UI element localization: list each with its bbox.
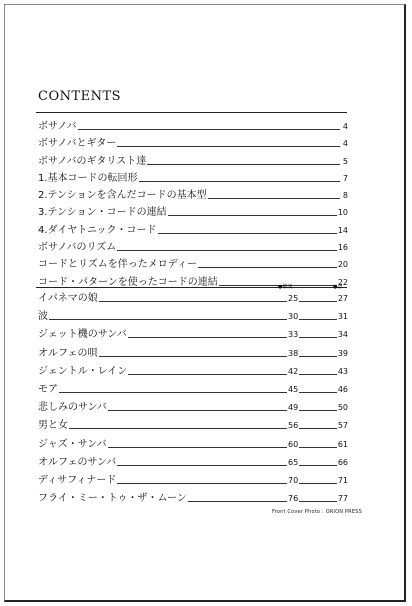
song-row[interactable] (38, 290, 348, 308)
toc-title: コードとリズムを伴ったメロディー (38, 256, 198, 273)
toc-page: 10 (337, 204, 348, 221)
leader-line (298, 356, 342, 357)
leader-line (298, 319, 342, 320)
toc-title: コード・パターンを使ったコードの連結 (38, 274, 219, 291)
score-page: 27 (337, 290, 348, 308)
commentary-column-header: ●解説 (278, 284, 293, 290)
top-rule (36, 112, 347, 113)
commentary-page: 30 (287, 308, 299, 326)
song-row[interactable] (38, 436, 348, 454)
toc-title: 1.基本コードの転回形 (38, 170, 139, 187)
toc-title: ボサノバのギタリスト達 (38, 153, 147, 170)
score-page: 46 (337, 381, 348, 399)
leader-line (298, 301, 342, 302)
toc-page: 5 (342, 153, 348, 170)
toc-row[interactable] (38, 170, 348, 187)
score-page: 57 (337, 417, 348, 435)
song-title: イパネマの娘 (38, 290, 99, 308)
toc-title: ボサノバ (38, 118, 78, 135)
song-title: モア (38, 381, 59, 399)
leader-line (298, 501, 342, 502)
toc-row[interactable] (38, 187, 348, 204)
commentary-page: 56 (287, 417, 299, 435)
toc-title: ボサノバとギター (38, 135, 117, 152)
score-page: 43 (337, 363, 348, 381)
toc-row[interactable] (38, 222, 348, 239)
commentary-page: 42 (287, 363, 299, 381)
song-row[interactable] (38, 399, 348, 417)
leader-line (298, 410, 342, 411)
song-title: オルフェの唄 (38, 345, 99, 363)
score-page: 77 (337, 490, 348, 508)
score-page: 71 (337, 472, 348, 490)
toc-page: 4 (342, 118, 348, 135)
toc-title: ボサノバのリズム (38, 239, 117, 256)
song-title: 悲しみのサンバ (38, 399, 108, 417)
commentary-page: 25 (287, 290, 299, 308)
toc-page: 14 (337, 222, 348, 239)
song-row[interactable] (38, 381, 348, 399)
songs-list (38, 290, 348, 508)
cover-photo-credit: Front Cover Photo : ORION PRESS (272, 509, 362, 515)
song-row[interactable] (38, 345, 348, 363)
toc-page: 16 (337, 239, 348, 256)
commentary-page: 49 (287, 399, 299, 417)
toc-row[interactable] (38, 256, 348, 273)
page-title: CONTENTS (38, 89, 122, 104)
song-title: ジェントル・レイン (38, 363, 128, 381)
score-page: 31 (337, 308, 348, 326)
score-page: 34 (337, 326, 348, 344)
toc-row[interactable] (38, 204, 348, 221)
commentary-page: 38 (287, 345, 299, 363)
toc-row[interactable] (38, 118, 348, 135)
song-title: 男と女 (38, 417, 69, 435)
song-row[interactable] (38, 363, 348, 381)
toc-page: 22 (337, 274, 348, 291)
commentary-page: 33 (287, 326, 299, 344)
commentary-page: 76 (287, 490, 299, 508)
lessons-list (38, 118, 348, 291)
toc-title: 3.テンション・コードの連結 (38, 204, 168, 221)
song-title: ジェット機のサンバ (38, 326, 128, 344)
score-page: 66 (337, 454, 348, 472)
song-row[interactable] (38, 490, 348, 508)
toc-row[interactable] (38, 274, 348, 291)
score-page: 61 (337, 436, 348, 454)
song-title: 波 (38, 308, 49, 326)
leader-line (298, 483, 342, 484)
leader-line (38, 129, 340, 130)
toc-page: 7 (342, 170, 348, 187)
commentary-page: 65 (287, 454, 299, 472)
toc-page: 4 (342, 135, 348, 152)
toc-row[interactable] (38, 239, 348, 256)
song-row[interactable] (38, 326, 348, 344)
song-title: ジャズ・サンバ (38, 436, 108, 454)
song-row[interactable] (38, 472, 348, 490)
leader-line (298, 447, 342, 448)
section-rule (36, 287, 347, 288)
song-row[interactable] (38, 454, 348, 472)
leader-line (298, 337, 342, 338)
toc-row[interactable] (38, 153, 348, 170)
leader-line (298, 374, 342, 375)
leader-line (298, 392, 342, 393)
score-page: 50 (337, 399, 348, 417)
commentary-page: 70 (287, 472, 299, 490)
commentary-page: 60 (287, 436, 299, 454)
leader-line (298, 465, 342, 466)
score-column-header: ●譜 (333, 284, 343, 290)
score-page: 39 (337, 345, 348, 363)
commentary-page: 45 (287, 381, 299, 399)
toc-title: 2.テンションを含んだコードの基本型 (38, 187, 208, 204)
song-title: ディサフィナード (38, 472, 117, 490)
leader-line (298, 428, 342, 429)
toc-page: 20 (337, 256, 348, 273)
song-row[interactable] (38, 308, 348, 326)
toc-title: 4.ダイヤトニック・コード (38, 222, 158, 239)
song-title: フライ・ミー・トゥ・ザ・ムーン (38, 490, 188, 508)
toc-row[interactable] (38, 135, 348, 152)
song-row[interactable] (38, 417, 348, 435)
toc-page: 8 (342, 187, 348, 204)
leader-line (38, 392, 294, 393)
leader-line (38, 319, 294, 320)
leader-line (38, 428, 294, 429)
song-title: オルフェのサンバ (38, 454, 117, 472)
